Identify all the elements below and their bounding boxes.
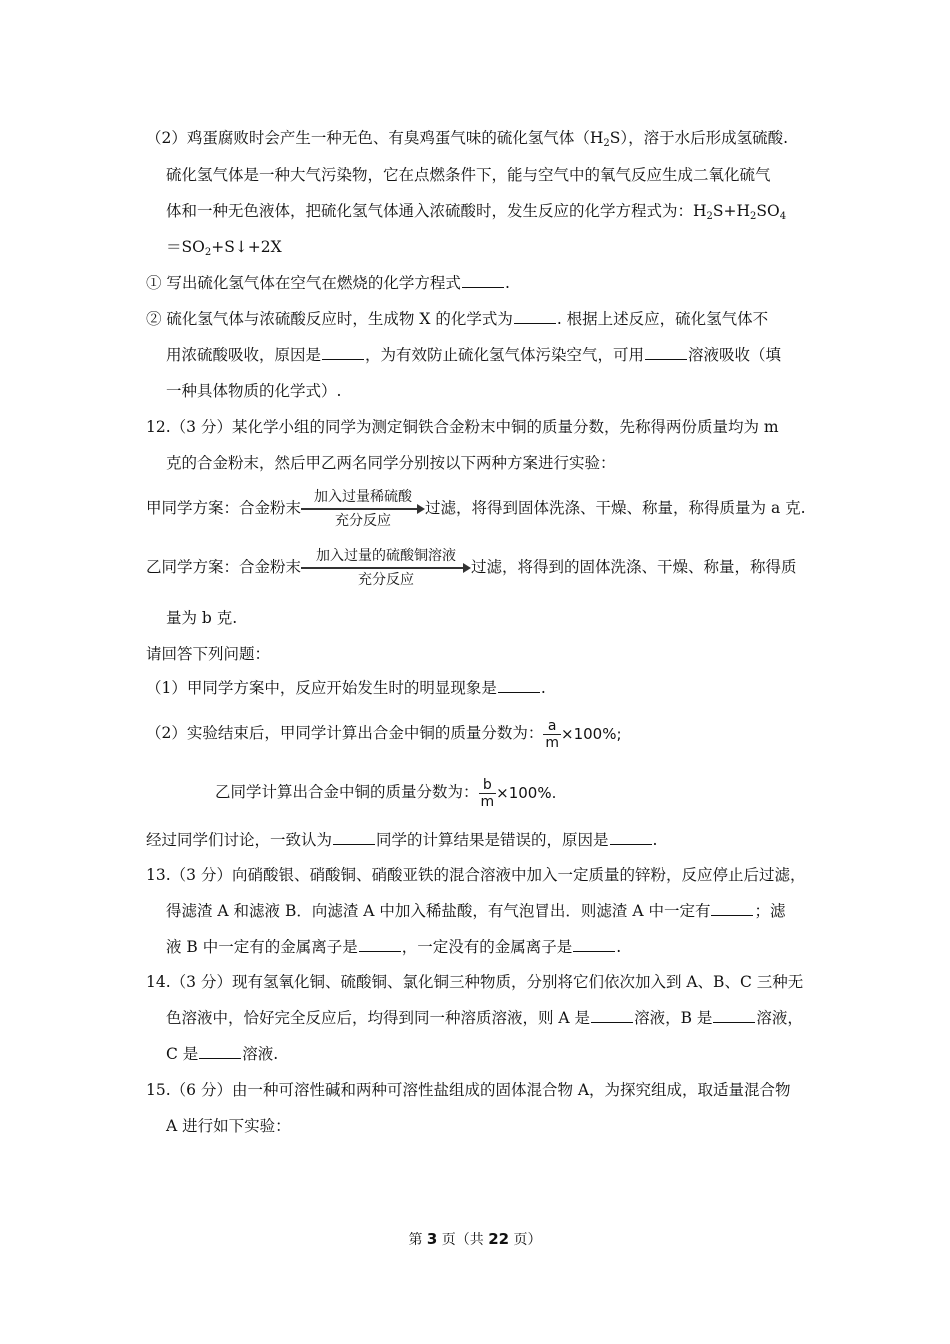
q12-part2: （2）实验结束后，甲同学计算出合金中铜的质量分数为： $\frac{a}{m}$ ×100%; bbox=[146, 717, 622, 751]
q14-line1: 14.（3 分）现有氢氧化铜、硫酸铜、氯化铜三种物质，分别将它们依次加入到 A、B、C 三种无 bbox=[146, 973, 804, 991]
answer-blank[interactable] bbox=[322, 345, 364, 360]
answer-blank[interactable] bbox=[514, 309, 556, 324]
answer-blank[interactable] bbox=[333, 830, 375, 845]
q11-2-subq2-line2: 用浓硫酸吸收，原因是 ，为有效防止硫化氢气体污染空气，可用 溶液吸收（填 bbox=[166, 346, 782, 364]
answer-blank[interactable] bbox=[359, 937, 401, 952]
q11-2-subq2: ② 硫化氢气体与浓硫酸反应时，生成物 X 的化学式为 . 根据上述反应，硫化氢气体不 bbox=[146, 310, 769, 328]
q15-line2: A 进行如下实验： bbox=[166, 1117, 291, 1135]
q11-2-line1: （2）鸡蛋腐败时会产生一种无色、有臭鸡蛋气味的硫化氢气体$(H_2S)$，溶于水后形成氢硫酸. bbox=[146, 129, 789, 149]
q12-scheme-yi-cont: 量为 b 克. bbox=[166, 609, 238, 627]
page-number: 3 bbox=[426, 1230, 438, 1248]
q12-part1: （1）甲同学方案中，反应开始发生时的明显现象是 . bbox=[146, 679, 546, 697]
q11-2-line3: 体和一种无色液体，把硫化氢气体通入浓硫酸时，发生反应的化学方程式为：$H_2S+H_2SO_4$ bbox=[166, 202, 787, 222]
q14-line2: 色溶液中，恰好完全反应后，均得到同一种溶质溶液，则 A 是 溶液，B 是 溶液， bbox=[166, 1009, 803, 1027]
reaction-arrow: 加入过量的硫酸铜溶液 充分反应 bbox=[301, 548, 471, 588]
q12-ask: 请回答下列问题： bbox=[146, 645, 271, 663]
answer-blank[interactable] bbox=[591, 1008, 633, 1023]
answer-blank[interactable] bbox=[713, 1008, 755, 1023]
answer-blank[interactable] bbox=[573, 937, 615, 952]
answer-blank[interactable] bbox=[711, 901, 753, 916]
q12-scheme-yi: 乙同学方案：合金粉末 加入过量的硫酸铜溶液 充分反应 过滤，将得到的固体洗涤、干燥、称量，称得质 bbox=[146, 548, 797, 588]
q15-line1: 15.（6 分）由一种可溶性碱和两种可溶性盐组成的固体混合物 A，为探究组成，取适量混合物 bbox=[146, 1081, 791, 1099]
answer-blank[interactable] bbox=[498, 678, 540, 693]
reaction-arrow: 加入过量稀硫酸 充分反应 bbox=[301, 489, 425, 529]
fraction-b-over-m: $\frac{b}{m}$ bbox=[480, 776, 495, 810]
q11-2-subq1: ① 写出硫化氢气体在空气在燃烧的化学方程式 . bbox=[146, 274, 510, 292]
q12-scheme-jia: 甲同学方案：合金粉末 加入过量稀硫酸 充分反应 过滤，将得到固体洗涤、干燥、称量，称得质量为 a 克. bbox=[146, 489, 806, 529]
answer-blank[interactable] bbox=[199, 1044, 241, 1059]
q11-2-line2: 硫化氢气体是一种大气污染物，它在点燃条件下，能与空气中的氧气反应生成二氧化硫气 bbox=[166, 166, 771, 184]
q13-line1: 13.（3 分）向硝酸银、硝酸铜、硝酸亚铁的混合溶液中加入一定质量的锌粉，反应停止后过滤， bbox=[146, 866, 806, 884]
q12-discussion: 经过同学们讨论，一致认为 同学的计算结果是错误的，原因是 . bbox=[146, 831, 658, 849]
q11-2-equation: $=SO_2+S↓+2X$ bbox=[166, 238, 282, 258]
q12-line1: 12.（3 分）某化学小组的同学为测定铜铁合金粉末中铜的质量分数，先称得两份质量均为 m bbox=[146, 418, 779, 436]
q12-part2-yi: 乙同学计算出合金中铜的质量分数为： $\frac{b}{m}$ ×100%. bbox=[215, 776, 557, 810]
q12-line2: 克的合金粉末，然后甲乙两名同学分别按以下两种方案进行实验： bbox=[166, 454, 616, 472]
page-total: 22 bbox=[488, 1230, 510, 1248]
answer-blank[interactable] bbox=[462, 273, 504, 288]
q14-line3: C 是 溶液. bbox=[166, 1045, 279, 1063]
q13-line3: 液 B 中一定有的金属离子是 ，一定没有的金属离子是 . bbox=[166, 938, 622, 956]
page-footer: 第 3 页（共 22 页） bbox=[408, 1230, 542, 1248]
q13-line2: 得滤渣 A 和滤液 B．向滤渣 A 中加入稀盐酸，有气泡冒出．则滤渣 A 中一定有 ；滤 bbox=[166, 902, 786, 920]
answer-blank[interactable] bbox=[645, 345, 687, 360]
fraction-a-over-m: $\frac{a}{m}$ bbox=[545, 717, 560, 751]
answer-blank[interactable] bbox=[610, 830, 652, 845]
q11-2-subq2-line3: 一种具体物质的化学式）. bbox=[166, 382, 342, 400]
